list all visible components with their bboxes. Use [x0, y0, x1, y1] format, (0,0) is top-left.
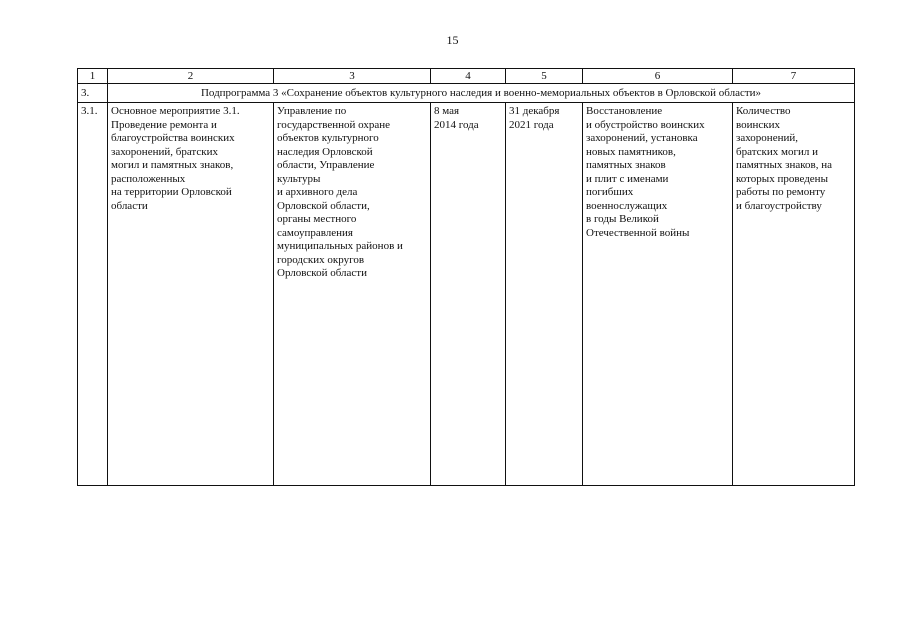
start-date-cell	[431, 103, 506, 486]
page-number: 15	[446, 33, 459, 47]
end-date-cell	[506, 103, 583, 486]
indicator-cell	[733, 103, 855, 486]
column-number-5: 5	[506, 69, 583, 84]
column-number-row	[78, 69, 855, 84]
table-row	[78, 103, 855, 486]
program-table	[77, 68, 855, 486]
result-text: Восстановление и обустройство воинских захоронений, установка новых памятников, памятных знаков и плит с именами погибших военнослужащих в годы Великой Отечественной войны	[586, 105, 705, 239]
column-number-6: 6	[583, 69, 733, 84]
executor-text: Управление по государственной охране объектов культурного наследия Орловской области, Управление культуры и архивного дела Орловской области, органы местного самоуправления муниципальных районов и городских округов Орловской области	[277, 105, 403, 279]
column-number-7: 7	[733, 69, 855, 84]
result-cell	[583, 103, 733, 486]
end-date-text: 31 декабря 2021 года	[509, 105, 560, 131]
column-number-1: 1	[78, 69, 108, 84]
subprogram-number: 3.	[78, 84, 108, 103]
row-number-text: 3.1.	[81, 105, 98, 117]
indicator-text: Количество воинских захоронений, братских могил и памятных знаков, на которых проведены работы по ремонту и благоустройству	[736, 105, 832, 212]
subprogram-title: Подпрограмма 3 «Сохранение объектов культурного наследия и военно-мемориальных объектов в Орловской области»	[108, 84, 855, 103]
row-number	[78, 103, 108, 486]
executor-cell	[274, 103, 431, 486]
column-number-2: 2	[108, 69, 274, 84]
event-cell	[108, 103, 274, 486]
column-number-3: 3	[274, 69, 431, 84]
subprogram-row	[78, 84, 855, 103]
column-number-4: 4	[431, 69, 506, 84]
start-date-text: 8 мая 2014 года	[434, 105, 479, 131]
event-text: Основное мероприятие 3.1. Проведение ремонта и благоустройства воинских захоронений, братских могил и памятных знаков, расположенных на территории Орловской области	[111, 105, 240, 212]
